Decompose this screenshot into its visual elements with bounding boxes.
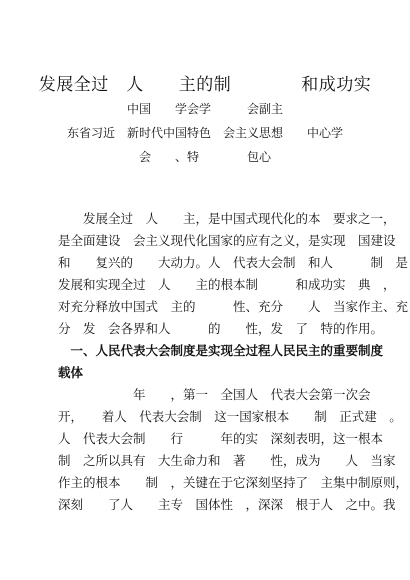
text-line: 和 复兴的 大动力。人 代表大会制 和人 制 是 [58, 255, 409, 270]
heading-line: 一、人民代表大会制度是实现全过程人民民主的重要制度 [58, 343, 384, 358]
text-line: 分 发 会各界和人 的 性，发 了 特的作用。 [58, 321, 384, 336]
text-line: 是全面建设 会主义现代化国家的应有之义，是实现 国建设 [58, 233, 396, 248]
text-line: 发展全过 人 主，是中国式现代化的本 要求之一， [58, 211, 396, 226]
text-line: 深刻 了人 主专 国体性 ，深深 根于人 之中。我 [58, 497, 396, 512]
text-line: 开， 着人 代表大会制 这一国家根本 制 正式建 。 [58, 409, 402, 424]
section-heading [58, 340, 384, 384]
text-line: 人 代表大会制 行 年的实 深刻表明，这一根本 [58, 431, 384, 446]
affiliation-line: 东省习近 新时代中国特色 会主义思想 中心学 [66, 126, 343, 140]
role-line: 会 、特 包心 [138, 150, 271, 164]
paragraph-intro [58, 208, 409, 340]
heading-line: 载体 [58, 365, 84, 380]
paragraph-section-1 [58, 384, 409, 516]
text-line: 制 之所以具有 大生命力和 著 性，成为 人 当家 [58, 453, 396, 468]
author-line: 中国 学会学 会副主 [126, 102, 283, 116]
text-line: 年 ，第一 全国人 代表大会第一次会 [58, 387, 371, 402]
document-title: 发展全过 人 主的制 和成功实 [38, 75, 372, 95]
text-line: 作主的根本 制 ，关键在于它深刻坚持了 主集中制原则， [58, 475, 409, 490]
text-line: 对充分释放中国式 主的 性、充分 人 当家作主、充 [58, 299, 409, 314]
text-line: 发展和实现全过 人 主的根本制 和成功实 典 ， [58, 277, 396, 292]
